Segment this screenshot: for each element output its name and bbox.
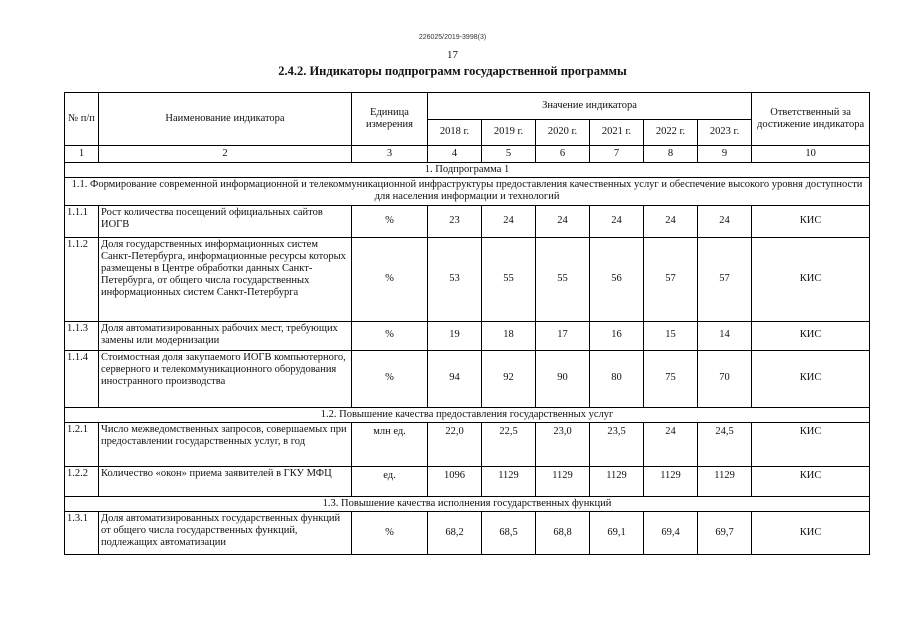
value-2022: 57 xyxy=(644,237,698,321)
row-number: 1.2.2 xyxy=(65,466,99,496)
value-2018: 68,2 xyxy=(428,511,482,554)
header-year-2018: 2018 г. xyxy=(428,120,482,146)
value-2019: 1129 xyxy=(482,466,536,496)
table-row xyxy=(65,237,870,321)
value-2020: 24 xyxy=(536,205,590,237)
indicator-unit: % xyxy=(352,350,428,407)
column-number: 1 xyxy=(65,146,99,163)
value-2021: 23,5 xyxy=(590,422,644,466)
table-row xyxy=(65,466,870,496)
value-2021: 56 xyxy=(590,237,644,321)
section-title: 1.2. Повышение качества предоставления государственных услуг xyxy=(65,407,870,422)
value-2021: 69,1 xyxy=(590,511,644,554)
value-2020: 55 xyxy=(536,237,590,321)
value-2019: 18 xyxy=(482,321,536,350)
indicator-name: Доля государственных информационных систем Санкт-Петербурга, информационные ресурсы которых размещены в Центре обработки данных Санкт-Петербурга, от общего числа государственных информационных систем Санкт-Петербурга xyxy=(99,237,352,321)
value-2023: 24 xyxy=(698,205,752,237)
value-2022: 69,4 xyxy=(644,511,698,554)
header-num: № п/п xyxy=(65,93,99,146)
header-value-group: Значение индикатора xyxy=(428,93,752,120)
indicator-unit: % xyxy=(352,511,428,554)
header-unit: Единица измерения xyxy=(352,93,428,146)
column-number: 2 xyxy=(99,146,352,163)
row-number: 1.3.1 xyxy=(65,511,99,554)
responsible: КИС xyxy=(752,205,870,237)
row-number: 1.1.2 xyxy=(65,237,99,321)
value-2022: 24 xyxy=(644,205,698,237)
table-row xyxy=(65,350,870,407)
table-row xyxy=(65,205,870,237)
table-row xyxy=(65,321,870,350)
indicators-table xyxy=(64,92,870,555)
value-2023: 69,7 xyxy=(698,511,752,554)
header-responsible: Ответственный за достижение индикатора xyxy=(752,93,870,146)
responsible: КИС xyxy=(752,321,870,350)
header-name: Наименование индикатора xyxy=(99,93,352,146)
header-year-2021: 2021 г. xyxy=(590,120,644,146)
value-2018: 94 xyxy=(428,350,482,407)
table-row xyxy=(65,422,870,466)
row-number: 1.1.4 xyxy=(65,350,99,407)
column-number-row xyxy=(65,146,870,163)
value-2021: 24 xyxy=(590,205,644,237)
value-2023: 24,5 xyxy=(698,422,752,466)
indicator-unit: % xyxy=(352,237,428,321)
indicator-name: Рост количества посещений официальных сайтов ИОГВ xyxy=(99,205,352,237)
value-2019: 55 xyxy=(482,237,536,321)
value-2021: 16 xyxy=(590,321,644,350)
value-2018: 23 xyxy=(428,205,482,237)
column-number: 10 xyxy=(752,146,870,163)
row-number: 1.1.1 xyxy=(65,205,99,237)
indicator-unit: % xyxy=(352,321,428,350)
value-2020: 23,0 xyxy=(536,422,590,466)
header-year-2020: 2020 г. xyxy=(536,120,590,146)
column-number: 3 xyxy=(352,146,428,163)
responsible: КИС xyxy=(752,422,870,466)
value-2021: 80 xyxy=(590,350,644,407)
table-row xyxy=(65,511,870,554)
value-2023: 14 xyxy=(698,321,752,350)
value-2022: 75 xyxy=(644,350,698,407)
indicator-name: Стоимостная доля закупаемого ИОГВ компьютерного, серверного и телекоммуникационного оборудования иностранного производства xyxy=(99,350,352,407)
subprogram-title: 1. Подпрограмма 1 xyxy=(65,163,870,178)
value-2019: 22,5 xyxy=(482,422,536,466)
value-2019: 24 xyxy=(482,205,536,237)
value-2018: 53 xyxy=(428,237,482,321)
value-2022: 24 xyxy=(644,422,698,466)
indicator-unit: % xyxy=(352,205,428,237)
value-2020: 17 xyxy=(536,321,590,350)
responsible: КИС xyxy=(752,350,870,407)
indicator-unit: млн ед. xyxy=(352,422,428,466)
row-number: 1.2.1 xyxy=(65,422,99,466)
value-2022: 15 xyxy=(644,321,698,350)
value-2019: 68,5 xyxy=(482,511,536,554)
value-2019: 92 xyxy=(482,350,536,407)
responsible: КИС xyxy=(752,511,870,554)
section-title: 1.1. Формирование современной информационной и телекоммуникационной инфраструктуры предоставления качественных услуг и обеспечение высокого уровня доступности для населения информации и технологий xyxy=(65,178,870,205)
page-title: 2.4.2. Индикаторы подпрограмм государственной программы xyxy=(278,64,627,78)
document-id: 226025/2019-3998(3) xyxy=(418,34,487,41)
value-2020: 1129 xyxy=(536,466,590,496)
responsible: КИС xyxy=(752,466,870,496)
indicator-name: Число межведомственных запросов, совершаемых при предоставлении государственных услуг, в год xyxy=(99,422,352,466)
value-2018: 1096 xyxy=(428,466,482,496)
column-number: 5 xyxy=(482,146,536,163)
section-title: 1.3. Повышение качества исполнения государственных функций xyxy=(65,496,870,511)
value-2018: 22,0 xyxy=(428,422,482,466)
column-number: 6 xyxy=(536,146,590,163)
value-2021: 1129 xyxy=(590,466,644,496)
indicator-unit: ед. xyxy=(352,466,428,496)
header-year-2022: 2022 г. xyxy=(644,120,698,146)
value-2018: 19 xyxy=(428,321,482,350)
row-number: 1.1.3 xyxy=(65,321,99,350)
responsible: КИС xyxy=(752,237,870,321)
header-year-2019: 2019 г. xyxy=(482,120,536,146)
value-2022: 1129 xyxy=(644,466,698,496)
header-year-2023: 2023 г. xyxy=(698,120,752,146)
column-number: 4 xyxy=(428,146,482,163)
page-number: 17 xyxy=(447,49,458,61)
column-number: 9 xyxy=(698,146,752,163)
indicator-name: Доля автоматизированных государственных функций от общего числа государственных функций, подлежащих автоматизации xyxy=(99,511,352,554)
indicator-name: Доля автоматизированных рабочих мест, требующих замены или модернизации xyxy=(99,321,352,350)
indicator-name: Количество «окон» приема заявителей в ГКУ МФЦ xyxy=(99,466,352,496)
value-2020: 90 xyxy=(536,350,590,407)
value-2023: 57 xyxy=(698,237,752,321)
value-2023: 70 xyxy=(698,350,752,407)
column-number: 7 xyxy=(590,146,644,163)
value-2023: 1129 xyxy=(698,466,752,496)
column-number: 8 xyxy=(644,146,698,163)
value-2020: 68,8 xyxy=(536,511,590,554)
